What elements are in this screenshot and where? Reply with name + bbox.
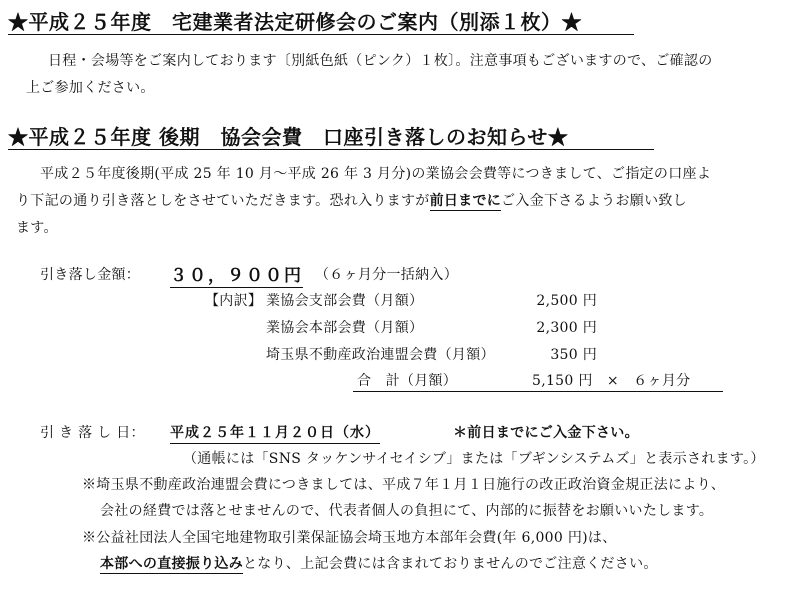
breakdown-item-value: 350 円 — [550, 347, 597, 363]
total-underline — [353, 391, 723, 392]
section2-title-underline — [8, 149, 654, 150]
section2-text-line2-post: ご入金下さるようお願い致し — [501, 193, 687, 209]
section2-text-line2 — [16, 190, 687, 210]
charge-amount: ３０，９００円 — [170, 261, 303, 288]
breakdown-label: 【内訳】 — [205, 293, 263, 309]
breakdown-item-name: 埼玉県不動産政治連盟会費（月額） — [266, 347, 495, 363]
section1-title: ★平成２５年度 宅建業者法定研修会のご案内（別添１枚）★ — [8, 10, 582, 34]
section2-text-line1: 平成２５年度後期(平成 25 年 10 月～平成 26 年 3 月分)の業協会会費等につきまして、ご指定の口座よ — [40, 166, 712, 182]
total-label: 合 計（月額） — [357, 373, 458, 389]
breakdown-item-value: 2,300 円 — [536, 320, 597, 336]
note2-line1: ※公益社団法人全国宅地建物取引業保証協会埼玉地方本部年会費(年 6,000 円)は、 — [82, 530, 617, 546]
section2-text-line3: ます。 — [16, 220, 58, 236]
total-value: 5,150 円 × ６ヶ月分 — [532, 373, 691, 389]
note2-line2 — [100, 553, 658, 573]
breakdown-item-value: 2,500 円 — [536, 293, 597, 309]
debit-label: 引 き 落 し 日： — [40, 425, 145, 441]
note1-line2: 会社の経費では落とせませんので、代表者個人の負担にて、内部的に振替をお願いいたします。 — [100, 503, 714, 519]
section1-text-line1: 日程・会場等をご案内しております〔別紙色紙（ピンク）１枚〕。注意事項もございますので、ご確認の — [48, 53, 713, 69]
section1-text-line2: 上ご参加ください。 — [26, 80, 155, 96]
section1-title-underline — [8, 34, 634, 35]
charge-label: 引き落し金額： — [40, 267, 141, 283]
section2-title: ★平成２５年度 後期 協会会費 口座引き落しのお知らせ★ — [8, 125, 569, 149]
debit-date: 平成２５年１１月２０日（水） — [170, 422, 380, 444]
breakdown-item-name: 業協会本部会費（月額） — [266, 320, 424, 336]
breakdown-item-name: 業協会支部会費（月額） — [266, 293, 424, 309]
direct-transfer-emphasis: 本部への直接振り込み — [100, 556, 243, 572]
note2-line2-post: となり、上記会費には含まれておりませんのでご注意ください。 — [243, 556, 658, 572]
section2-text-line2-pre: り下記の通り引き落としをさせていただきます。恐れ入りますが — [16, 193, 430, 209]
note1-line1: ※埼玉県不動産政治連盟会費につきましては、平成７年１月１日施行の改正政治資金規正法により、 — [82, 477, 726, 493]
debit-notice: ＊前日までにご入金下さい。 — [453, 425, 639, 441]
charge-note: （６ヶ月分一括納入） — [315, 267, 458, 283]
deadline-emphasis: 前日までに — [429, 193, 502, 209]
passbook-note: （通帳には「SNS タッケンサイセイシブ」または「ブギンシステムズ」と表示されます。） — [183, 451, 765, 467]
